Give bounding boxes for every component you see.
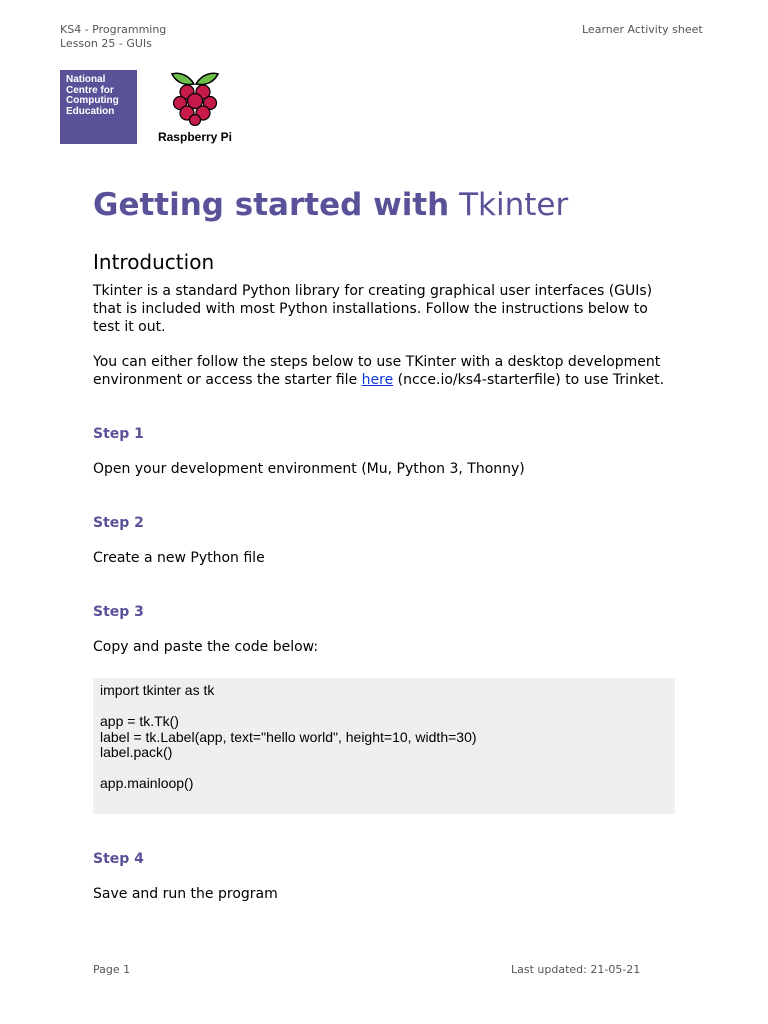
step-4-text: Save and run the program	[93, 886, 278, 902]
step-1-heading: Step 1	[93, 426, 144, 442]
starter-file-text-before: You can either follow the steps below to use TKinter with a desktop development environment or access the starter file	[93, 354, 661, 388]
step-2-heading: Step 2	[93, 515, 144, 531]
step-4-heading: Step 4	[93, 851, 144, 867]
page-title	[93, 186, 568, 224]
code-line: app.mainloop()	[100, 775, 194, 791]
footer-last-updated: Last updated: 21-05-21	[511, 963, 641, 976]
header-sheet-type: Learner Activity sheet	[582, 23, 703, 36]
code-block[interactable]	[93, 678, 675, 814]
code-line	[100, 699, 668, 715]
step-2-text: Create a new Python file	[93, 550, 265, 566]
starter-file-paragraph	[93, 353, 673, 389]
code-line	[100, 761, 668, 777]
footer-page-number: Page 1	[93, 963, 131, 976]
header-lesson: Lesson 25 - GUIs	[60, 37, 152, 50]
ncce-logo-line: Computing	[66, 95, 119, 106]
intro-heading: Introduction	[93, 250, 215, 274]
code-line: import tkinter as tk	[100, 682, 215, 698]
code-line: label = tk.Label(app, text="hello world", height=10, width=30)	[100, 728, 477, 745]
step-3-text: Copy and paste the code below:	[93, 639, 319, 655]
code-line: label.pack()	[100, 744, 173, 760]
ncce-logo-line: Centre for	[66, 84, 114, 96]
header-course-info	[60, 23, 166, 51]
intro-paragraph: Tkinter is a standard Python library for creating graphical user interfaces (GUIs) that is included with most Python installations. Follow the instructions below to test it out.	[93, 283, 653, 335]
raspberry-pi-logo	[150, 70, 240, 146]
page-title-bold: Getting started with	[93, 187, 450, 223]
ncce-logo-line: Education	[66, 105, 115, 117]
step-1-text: Open your development environment (Mu, Python 3, Thonny)	[93, 461, 525, 477]
ncce-logo-line: National	[66, 74, 106, 85]
ncce-logo	[60, 70, 137, 144]
step-3-heading: Step 3	[93, 604, 144, 620]
header-course: KS4 - Programming	[60, 23, 167, 36]
page-title-regular: Tkinter	[459, 187, 569, 223]
code-line: app = tk.Tk()	[100, 713, 179, 729]
starter-file-text-after: (ncce.io/ks4-starterfile) to use Trinket.	[393, 372, 665, 388]
raspberry-icon	[170, 70, 220, 126]
raspberry-pi-wordmark: Raspberry Pi	[157, 130, 233, 144]
starter-file-link[interactable]: here	[361, 372, 394, 388]
